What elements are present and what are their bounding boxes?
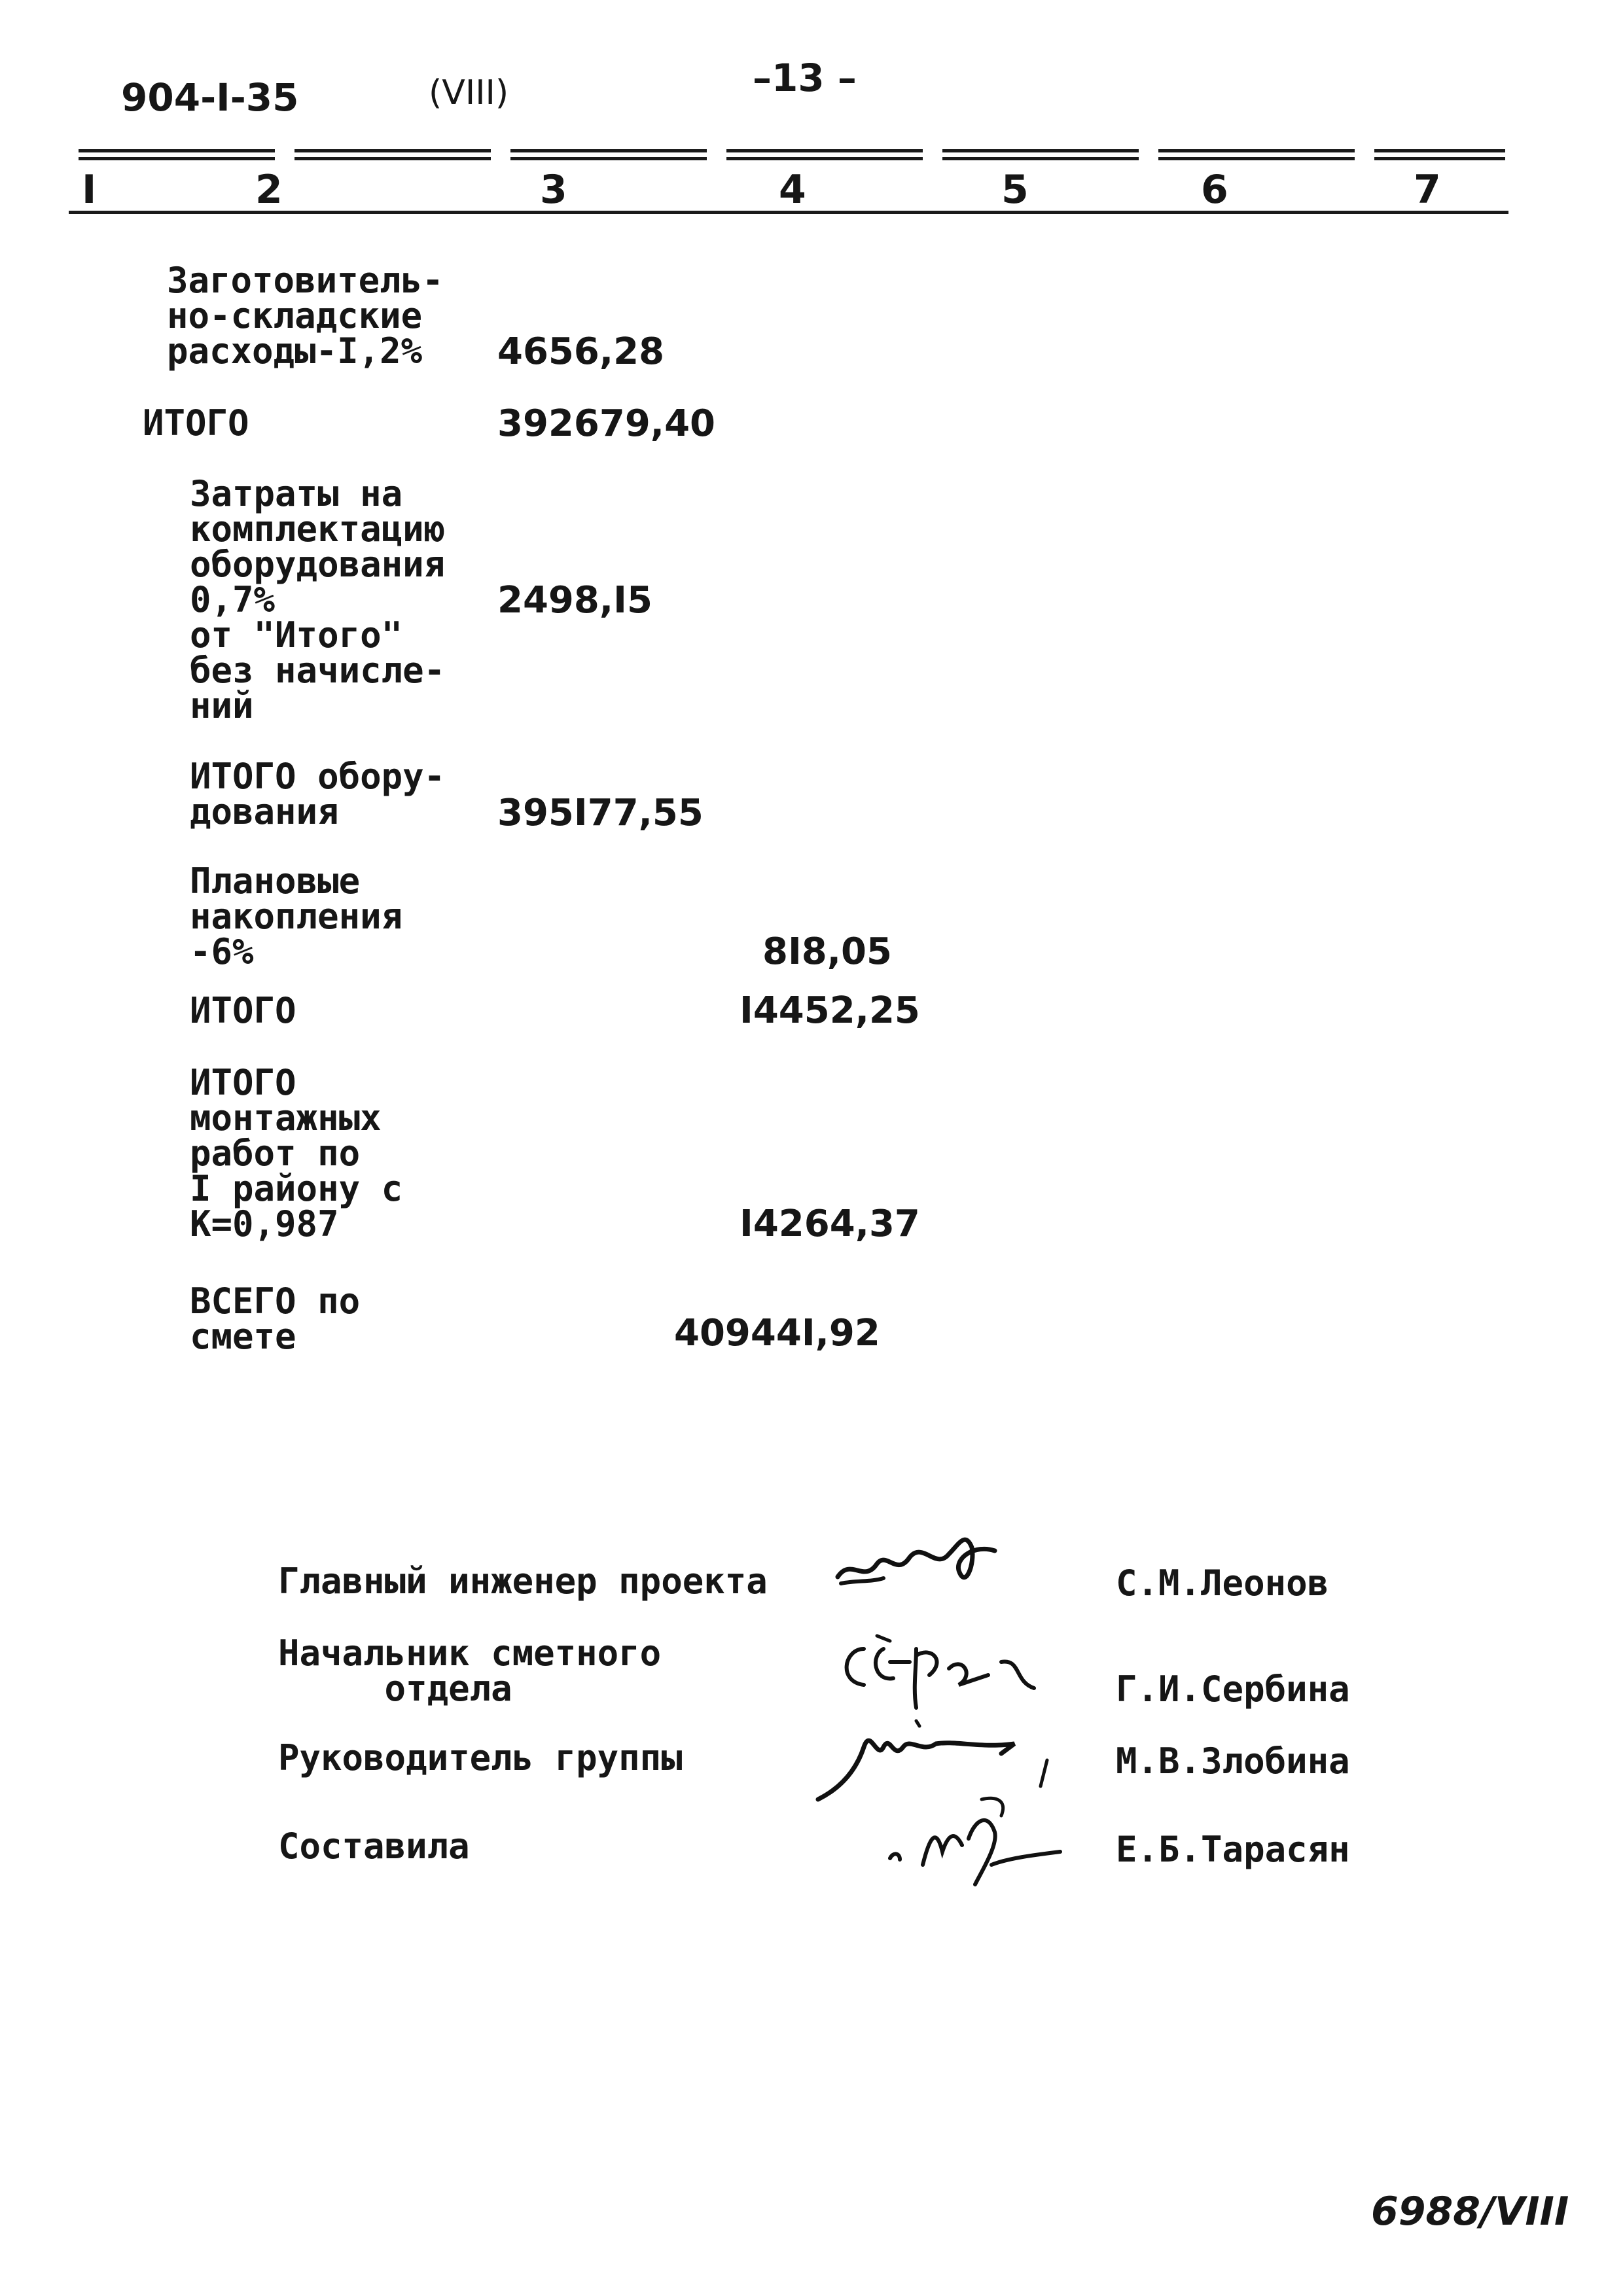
handwritten-signature-2 [818, 1623, 1067, 1714]
handwritten-signature-1 [825, 1518, 1021, 1610]
volume-mark: (VIII) [429, 73, 509, 113]
row-label: ИТОГО [190, 990, 296, 1031]
row-value: 395I77,55 [497, 792, 704, 834]
signature-name: Г.И.Сербина [1116, 1669, 1350, 1710]
signature-name: Е.Б.Тарасян [1116, 1829, 1350, 1870]
signature-role: Составила [278, 1826, 470, 1867]
column-number-6: 6 [1201, 167, 1228, 213]
row-label: Заготовитель- но-складские расходы-I,2% [167, 260, 444, 372]
column-number-5: 5 [1001, 167, 1029, 213]
row-label: ВСЕГО по смете [190, 1280, 361, 1357]
row-label: Затраты на комплектацию оборудования 0,7% от "Итого" без начисле- ний [190, 473, 446, 726]
header-rule-top [79, 149, 1505, 152]
row-value: 392679,40 [497, 402, 715, 445]
column-number-7: 7 [1414, 167, 1441, 213]
row-label: ИТОГО монтажных работ по I району с К=0,987 [190, 1062, 403, 1245]
page-number: –13 – [753, 56, 857, 100]
row-value: 8I8,05 [762, 930, 892, 973]
row-value: 2498,I5 [497, 579, 652, 622]
signature-role: Руководитель группы [278, 1737, 683, 1778]
column-number-1: I [82, 167, 97, 213]
row-value: I4264,37 [740, 1203, 920, 1245]
column-number-4: 4 [779, 167, 806, 213]
row-label: ИТОГО [143, 402, 249, 444]
row-value: 4656,28 [497, 330, 665, 373]
archive-mark: 6988/VIII [1371, 2189, 1569, 2234]
signature-name: М.В.Злобина [1116, 1740, 1350, 1782]
row-value: 40944I,92 [674, 1312, 880, 1354]
document-code: 904-I-35 [121, 75, 299, 120]
row-value: I4452,25 [740, 989, 920, 1032]
signature-name: С.М.Леонов [1116, 1563, 1329, 1604]
row-label: Плановые накопления -6% [190, 860, 403, 972]
header-rule-top-2 [79, 157, 1505, 160]
row-label: ИТОГО обору- дования [190, 756, 446, 832]
signature-role: Начальник сметного отдела [278, 1633, 662, 1709]
column-number-2: 2 [255, 167, 283, 213]
handwritten-signature-4 [877, 1793, 1073, 1891]
signature-role: Главный инженер проекта [278, 1561, 768, 1602]
column-number-3: 3 [540, 167, 567, 213]
